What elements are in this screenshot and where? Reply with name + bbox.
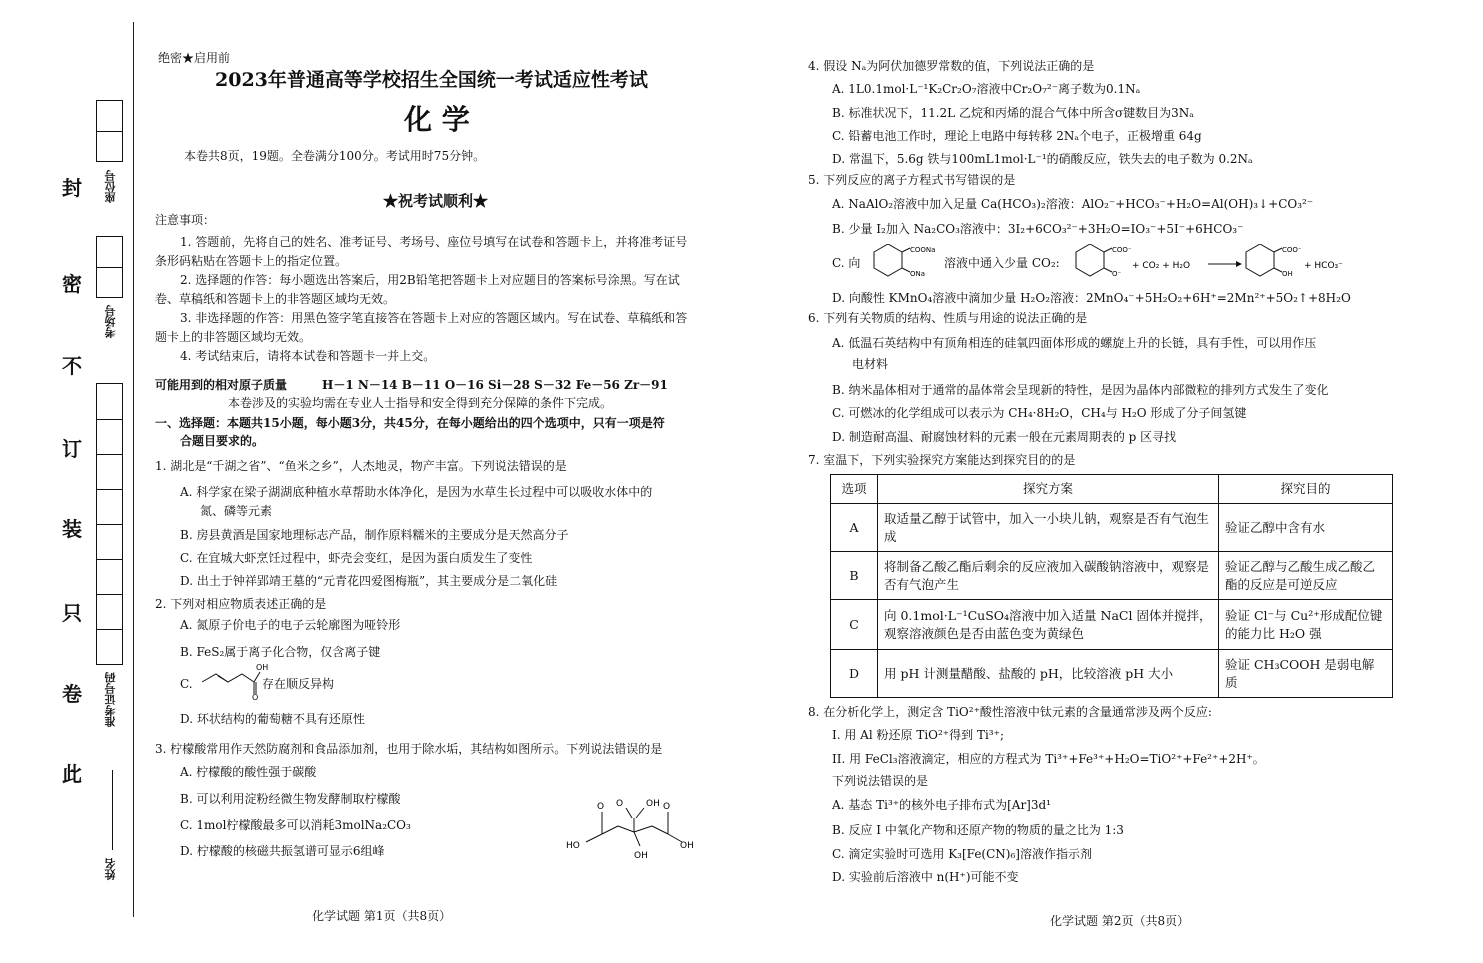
q5-plus-hco3: + HCO₃⁻ [1304,261,1343,271]
note-line-3: 2. 选择题的作答：每小题选出答案后，用2B铅笔把答题卡上对应题目的答案标号涂黑。写在试 [180,273,680,287]
q4-option-d: D. 常温下，5.6g 铁与100mL1mol·L⁻¹的硝酸反应，铁失去的电子数为 0.2Nₐ [832,152,1253,166]
note-line-2: 条形码粘贴在答题卡上的指定位置。 [155,254,348,268]
note-line-6: 题卡上的非答题区域均无效。 [155,330,312,344]
q5-reaction-scheme [1068,244,1368,284]
exam-title: 2023年普通高等学校招生全国统一考试适应性考试 [215,69,648,91]
binding-line [133,22,134,917]
seal-char-7: 卷 [62,682,82,706]
q8-reaction-2: II. 用 FeCl₃溶液滴定，相应的方程式为 Ti³⁺+Fe³⁺+H₂O=TiO²⁺+Fe²⁺+2H⁺。 [832,752,1265,766]
q4-stem: 4. 假设 Nₐ为阿伏加德罗常数的值，下列说法正确的是 [808,59,1095,73]
q7-table [830,474,1393,698]
q5-option-c-prefix: C. 向 [832,256,861,270]
atomic-mass-values: H－1 N－14 B－11 O－16 Si－28 S－32 Fe－56 Zr－91 [322,378,668,392]
q7-row-a-plan: 取适量乙醇于试管中，加入一小块儿钠，观察是否有气泡生成 [878,504,1219,552]
q1-option-d: D. 出土于钟祥郢靖王墓的“元青花四爱图梅瓶”，其主要成分是二氧化硅 [180,574,558,588]
q1-option-a2: 氮、磷等元素 [200,504,273,518]
q1-option-c: C. 在宜城大虾烹饪过程中，虾壳会变红，是因为蛋白质发生了变性 [180,551,533,565]
crotonic-o-label: O [252,693,259,700]
q7-row-c-goal: 验证 Cl⁻与 Cu²⁺形成配位键的能力比 H₂O 强 [1219,600,1393,650]
q1-option-b: B. 房县黄酒是国家地理标志产品，制作原料糯米的主要成分是天然高分子 [180,528,569,542]
note-line-4: 卷、草稿纸和答题卡上的非答题区域均无效。 [155,292,396,306]
seal-char-2: 密 [62,272,82,296]
q3-option-b: B. 可以利用淀粉经微生物发酵制取柠檬酸 [180,792,401,806]
citric-oh-top: OH [646,799,660,809]
q6-option-c: C. 可燃冰的化学组成可以表示为 CH₄·8H₂O，CH₄与 H₂O 形成了分子间氢键 [832,406,1247,420]
seal-char-8: 此 [62,762,82,786]
name-underline[interactable] [112,770,113,850]
admission-number-box[interactable] [96,383,123,665]
seal-char-1: 封 [62,176,82,200]
seal-char-4: 订 [62,437,82,461]
q2-option-a: A. 氮原子价电子的电子云轮廓图为哑铃形 [180,618,401,632]
citric-oh-right: OH [680,841,694,851]
q1-option-a1: A. 科学家在梁子湖湖底种植水草帮助水体净化，是因为水草生长过程中可以吸收水体中的 [180,485,653,499]
seal-char-5: 装 [62,517,82,541]
q6-option-d: D. 制造耐高温、耐腐蚀材料的元素一般在元素周期表的 p 区寻找 [832,430,1177,444]
q7-row-c-plan: 向 0.1mol·L⁻¹CuSO₄溶液中加入适量 NaCl 固体并搅拌，观察溶液颜色是否由蓝色变为黄绿色 [878,600,1219,650]
q2-option-c-prefix: C. [180,677,193,691]
q7-row-a-option: A [831,504,878,552]
citric-oh-bottom: OH [634,851,648,861]
q7-row-b-option: B [831,552,878,600]
q6-option-a1: A. 低温石英结构中有顶角相连的硅氧四面体形成的螺旋上升的长链，具有手性，可以用作压 [832,336,1317,350]
q8-option-c: C. 滴定实验时可选用 K₃[Fe(CN)₆]溶液作指示剂 [832,847,1092,861]
seat-number-label: 座位号 [104,170,117,203]
q7-row-a-goal: 验证乙醇中含有水 [1219,504,1393,552]
q8-stem: 8. 在分析化学上，测定含 TiO²⁺酸性溶液中钛元素的含量通常涉及两个反应: [808,705,1212,719]
q6-option-a2: 电材料 [852,357,889,371]
q3-option-c: C. 1mol柠檬酸最多可以消耗3molNa₂CO₃ [180,818,411,832]
footer-right: 化学试题 第2页（共8页） [1050,914,1190,928]
q7-row-b-goal: 验证乙醇与乙酸生成乙酸乙酯的反应是可逆反应 [1219,552,1393,600]
note-line-7: 4. 考试结束后，请将本试卷和答题卡一并上交。 [180,349,436,363]
q4-option-b: B. 标准状况下，11.2L 乙烷和丙烯的混合气体中所含σ键数目为3Nₐ [832,106,1194,120]
q5-option-b: B. 少量 I₂加入 Na₂CO₃溶液中：3I₂+6CO₃²⁻+3H₂O=IO₃⁻+5I⁻+6HCO₃⁻ [832,222,1244,236]
q7-stem: 7. 室温下，下列实验探究方案能达到探究目的的是 [808,453,1076,467]
citric-o-left: O [597,802,605,812]
citric-acid-structure [560,786,710,866]
seal-char-3: 不 [62,354,82,378]
note-line-5: 3. 非选择题的作答：用黑色签字笔直接答在答题卡上对应的答题区域内。写在试卷、草稿纸和答 [180,311,688,325]
q5-option-c-middle: 溶液中通入少量 CO₂: [944,256,1060,270]
q7-header-plan: 探究方案 [878,475,1219,504]
q2-stem: 2. 下列对相应物质表述正确的是 [155,597,327,611]
section1-line1: 一、选择题：本题共15小题，每小题3分，共45分，在每小题给出的四个选项中，只有一项是符 [155,416,665,430]
q4-option-c: C. 铅蓄电池工作时，理论上电路中每转移 2Nₐ个电子，正极增重 64g [832,129,1202,143]
table-row [831,600,1393,650]
citric-ho-left: HO [566,841,580,851]
q5-stem: 5. 下列反应的离子方程式书写错误的是 [808,173,1016,187]
q5-ona-label: ONa [910,270,926,278]
q7-row-d-option: D [831,650,878,698]
q8-option-a: A. 基态 Ti³⁺的核外电子排布式为[Ar]3d¹ [832,798,1051,812]
q8-option-d: D. 实验前后溶液中 n(H⁺)可能不变 [832,870,1019,884]
secret-mark: 绝密★启用前 [158,51,231,65]
q2-option-d: D. 环状结构的葡萄糖不具有还原性 [180,712,365,726]
admission-number-label: 准考证号码 [104,672,117,727]
q3-option-d: D. 柠檬酸的核磁共振氢谱可显示6组峰 [180,844,385,858]
q2-option-b: B. FeS₂属于离子化合物，仅含离子键 [180,645,381,659]
q5-option-a: A. NaAlO₂溶液中加入足量 Ca(HCO₃)₂溶液：AlO₂⁻+HCO₃⁻+H₂O=Al(OH)₃↓+CO₃²⁻ [832,197,1314,211]
safety-note: 本卷涉及的实验均需在专业人士指导和安全得到充分保障的条件下完成。 [228,396,613,410]
q6-option-b: B. 纳米晶体相对于通常的晶体常会呈现新的特性，是因为晶体内部微粒的排列方式发生了变化 [832,383,1329,397]
citric-o-right: O [663,802,671,812]
subject-title: 化 学 [404,103,470,136]
q5-product-oh-label: OH [1282,270,1293,278]
q7-header-goal: 探究目的 [1219,475,1393,504]
q3-option-a: A. 柠檬酸的酸性强于碳酸 [180,765,317,779]
q7-row-b-plan: 将制备乙酸乙酯后剩余的反应液加入碳酸钠溶液中，观察是否有气泡产生 [878,552,1219,600]
q7-table-header [831,475,1393,504]
q1-stem: 1. 湖北是“千湖之省”、“鱼米之乡”，人杰地灵，物产丰富。下列说法错误的是 [155,459,567,473]
q5-reactant-coo-label: COO⁻ [1112,246,1132,254]
footer-left: 化学试题 第1页（共8页） [312,909,452,923]
exam-room-box[interactable] [96,236,123,298]
q3-stem: 3. 柠檬酸常用作天然防腐剂和食品添加剂，也用于除水垢，其结构如图所示。下列说法错误的是 [155,742,663,756]
q8-reaction-1: I. 用 Al 粉还原 TiO²⁺得到 Ti³⁺; [832,728,1004,742]
note-line-1: 1. 答题前，先将自己的姓名、准考证号、考场号、座位号填写在试卷和答题卡上，并将准考证号 [180,235,688,249]
atomic-mass-label: 可能用到的相对原子质量 [155,378,288,392]
exam-room-label: 考场号 [104,305,117,338]
exam-info: 本卷共8页，19题。全卷满分100分。考试用时75分钟。 [184,149,486,163]
q2-option-c-suffix: 存在顺反异构 [262,677,335,691]
q7-row-d-goal: 验证 CH₃COOH 是弱电解质 [1219,650,1393,698]
seal-char-6: 只 [62,601,82,625]
q5-product-coo-label: COO⁻ [1282,246,1302,254]
section1-line2: 合题目要求的。 [180,434,265,448]
q5-option-d: D. 向酸性 KMnO₄溶液中滴加少量 H₂O₂溶液：2MnO₄⁻+5H₂O₂+6H⁺=2Mn²⁺+5O₂↑+8H₂O [832,291,1351,305]
q7-row-c-option: C [831,600,878,650]
table-row [831,552,1393,600]
table-row [831,504,1393,552]
name-label: 姓名 [104,858,117,880]
q7-header-option: 选项 [831,475,878,504]
seat-number-box[interactable] [96,100,123,162]
q6-stem: 6. 下列有关物质的结构、性质与用途的说法正确的是 [808,311,1088,325]
q8-option-b: B. 反应 I 中氧化产物和还原产物的物质的量之比为 1:3 [832,823,1124,837]
crotonic-acid-structure [198,660,268,700]
q5-reactant-o-label: O⁻ [1112,270,1122,278]
citric-o-top: O [616,799,624,809]
q8-question: 下列说法错误的是 [832,774,929,788]
q4-option-a: A. 1L0.1mol·L⁻¹K₂Cr₂O₇溶液中Cr₂O₇²⁻离子数为0.1Nₐ [832,82,1141,96]
table-row [831,650,1393,698]
q5-coona-label: COONa [910,246,936,254]
q7-row-d-plan: 用 pH 计测量醋酸、盐酸的 pH，比较溶液 pH 大小 [878,650,1219,698]
notes-title: 注意事项： [155,213,216,227]
q5-plus-co2: + CO₂ + H₂O [1132,261,1191,271]
good-luck: ★祝考试顺利★ [383,192,489,210]
crotonic-oh-label: OH [256,663,268,672]
